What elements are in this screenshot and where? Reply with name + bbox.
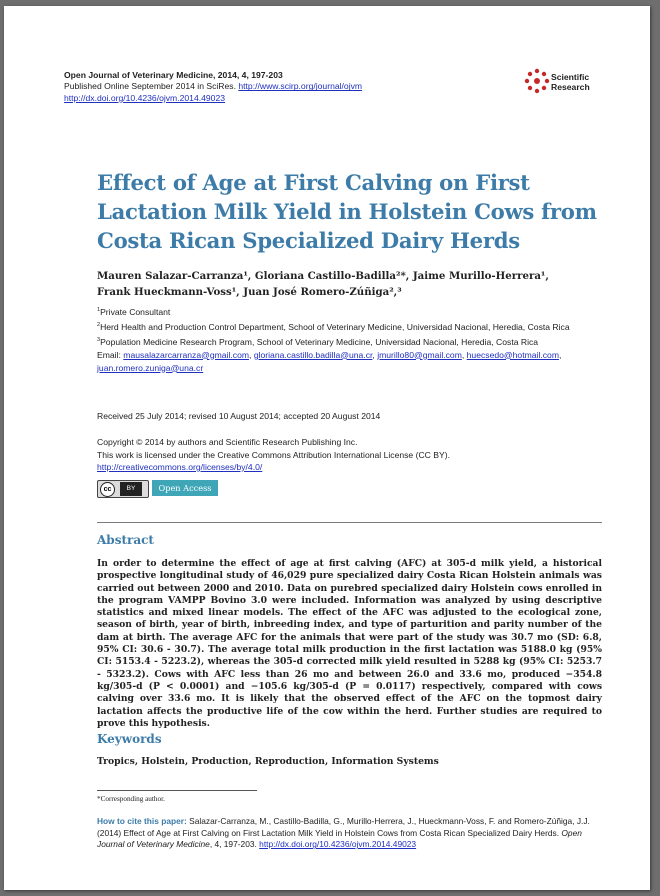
citation-block (97, 816, 602, 851)
logo-line2: Research (551, 82, 590, 92)
abstract-text: In order to determine the effect of age at first calving (AFC) at 305-d milk yield, a historical prospective longitudinal study of 46,029 pure specialized dairy Costa Rican Holstein animals was carried out between 2000 and 2010. Data on purebred specialized dairy Holstein cows enrolled in the program VAMPP Bovino 3.0 were included. Information was analyzed by using descriptive statistics and mixed linear models. The effect of the AFC was adjusted to the ecological zone, season of birth, year of birth, inbreeding index, and type of parturition and parity number of the dam at birth. The average AFC for the animals that were part of the study was 30.7 mo (SD: 6.8, 95% CI: 30.6 - 30.7). The average total milk production in the first lactation was 5188.0 kg (95% CI: 5153.4 - 5223.2), whereas the 305-d corrected milk yield resulted in 5288 kg (95% CI: 5253.7 - 5323.2). Cows with AFC less than 26 mo and between 26.0 and 33.6 mo, produced −354.8 kg/305-d (P < 0.0001) and −105.6 kg/305-d (P = 0.0117) respectively, compared with cows calving over 33.6 mo. It is likely that the observed effect of the AFC on the topmost dairy lactation affects the productive life of the cow within the herd. Further studies are required to prove this hypothesis. (97, 558, 602, 729)
by-icon: BY (120, 482, 142, 496)
affiliation-2: $^2$Herd Health and Production Control Department, School of Veterinary Medicine, Universidad Nacional, Heredia, Costa Rica (97, 321, 570, 332)
citation-journal: Open Journal of Veterinary Medicine (97, 827, 582, 850)
section-divider (97, 522, 602, 523)
affiliation-3: $^3$Population Medicine Research Program, School of Veterinary Medicine, Universidad Nacional, Heredia, Costa Rica (97, 336, 539, 347)
journal-header (64, 70, 362, 104)
open-access-badge[interactable]: Open Access (152, 480, 218, 496)
footnote-rule (97, 790, 257, 791)
email-link-2[interactable]: gloriana.castillo.badilla@una.cr (253, 349, 373, 360)
doi-link[interactable]: http://dx.doi.org/10.4236/ojvm.2014.49023 (64, 92, 226, 103)
email-link-4[interactable]: huecsedo@hotmail.com (466, 349, 559, 360)
copyright-line1: Copyright © 2014 by authors and Scientific Research Publishing Inc. (97, 437, 358, 447)
email-link-5[interactable]: juan.romero.zuniga@una.cr (97, 362, 204, 373)
abstract-heading: Abstract (97, 533, 154, 547)
paper-title: Effect of Age at First Calving on First Lactation Milk Yield in Holstein Cows from Costa Rican Specialized Dairy Herds (97, 170, 597, 253)
affiliations (97, 304, 577, 375)
author-list (97, 269, 597, 300)
email-link-3[interactable]: jmurillo80@gmail.com (377, 349, 462, 360)
publisher-logo-icon (524, 68, 550, 94)
citation-label: How to cite this paper: (97, 816, 187, 826)
paper-page (4, 6, 650, 890)
keywords-heading: Keywords (97, 732, 162, 746)
logo-line1: Scientific (551, 72, 590, 82)
journal-line: Open Journal of Veterinary Medicine, 2014, 4, 197-203 (64, 70, 283, 80)
journal-url-link[interactable]: http://www.scirp.org/journal/ojvm (238, 81, 363, 92)
copyright-line2: This work is licensed under the Creative Commons Attribution International License (CC BY). (97, 449, 450, 460)
received-dates: Received 25 July 2014; revised 10 August 2014; accepted 20 August 2014 (97, 411, 381, 421)
email-label: Email: (97, 349, 121, 360)
keywords-text: Tropics, Holstein, Production, Reproduction, Information Systems (97, 756, 439, 767)
scientific-research-logo (524, 68, 614, 98)
email-link-1[interactable]: mausalazarcarranza@gmail.com (123, 349, 250, 360)
published-prefix: Published Online September 2014 in SciRes. (64, 81, 236, 92)
authors-line2: Frank Hueckmann-Voss¹, Juan José Romero-Zúñiga²,³ (97, 285, 402, 298)
license-link[interactable]: http://creativecommons.org/licenses/by/4.0/ (97, 462, 263, 472)
cc-by-badge[interactable] (97, 480, 149, 498)
authors-line1: Mauren Salazar-Carranza¹, Gloriana Castillo-Badilla²*, Jaime Murillo-Herrera¹, (97, 270, 549, 282)
citation-text: Salazar-Carranza, M., Castillo-Badilla, G., Murillo-Herrera, J., Hueckmann-Voss, F. and Romero-Zúñiga, J.J. (2014) Effect of Age at First Calving on First Lactation Milk Yield in Holstein Cows from Costa Rican Specialized Dairy Herds. (97, 816, 590, 838)
cc-icon: cc (100, 482, 115, 497)
citation-tail: , 4, 197-203. (209, 839, 260, 850)
corresponding-author-note: *Corresponding author. (97, 795, 165, 803)
citation-doi-link[interactable]: http://dx.doi.org/10.4236/ojvm.2014.49023 (259, 839, 417, 850)
published-line (64, 81, 362, 92)
copyright-block (97, 436, 597, 474)
email-line: Email: mausalazarcarranza@gmail.com, gloriana.castillo.badilla@una.cr, jmurillo80@gmail.com, huecsedo@hotmail.com, juan.romero.zuniga@una.cr (97, 349, 562, 373)
affiliation-1: $^1$Private Consultant (97, 306, 171, 317)
